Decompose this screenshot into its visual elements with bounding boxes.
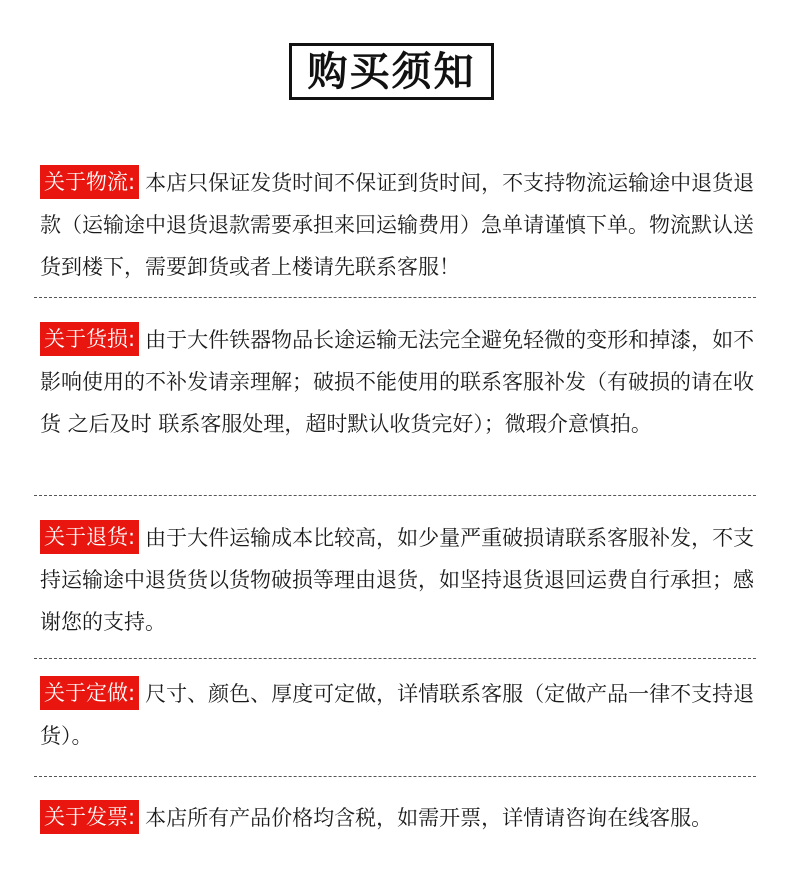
section-divider [34, 495, 756, 496]
section-text-invoice: 本店所有产品价格均含税，如需开票，详情请咨询在线客服。 [145, 806, 713, 830]
section-divider [34, 297, 756, 298]
section-text-custom: 尺寸、颜色、厚度可定做，详情联系客服（定做产品一律不支持退货）。 [40, 682, 755, 748]
notice-section-returns [40, 517, 765, 643]
section-text-damage: 由于大件铁器物品长途运输无法完全避免轻微的变形和掉漆，如不影响使用的不补发请亲理解；破损不能使用的联系客服补发（有破损的请在收货 之后及时 联系客服处理，超时默认收货完好）；微瑕介意慎拍。 [40, 328, 755, 436]
section-label-invoice: 关于发票: [40, 800, 139, 834]
notice-section-logistics [40, 162, 765, 288]
section-text-returns: 由于大件运输成本比较高，如少量严重破损请联系客服补发，不支持运输途中退货货以货物破损等理由退货，如坚持退货退回运费自行承担；感谢您的支持。 [40, 526, 755, 634]
section-label-custom: 关于定做: [40, 676, 139, 710]
notice-section-damage [40, 319, 765, 445]
page-title: 购买须知 [307, 48, 476, 95]
section-divider [34, 658, 756, 659]
section-label-damage: 关于货损: [40, 322, 139, 356]
notice-section-custom [40, 673, 765, 757]
section-label-returns: 关于退货: [40, 520, 139, 554]
page-title-box [289, 43, 494, 100]
notice-section-invoice [40, 797, 765, 839]
section-divider [34, 776, 756, 777]
section-text-logistics: 本店只保证发货时间不保证到货时间，不支持物流运输途中退货退款（运输途中退货退款需要承担来回运输费用）急单请谨慎下单。物流默认送货到楼下，需要卸货或者上楼请先联系客服！ [40, 171, 755, 279]
section-label-logistics: 关于物流: [40, 165, 139, 199]
